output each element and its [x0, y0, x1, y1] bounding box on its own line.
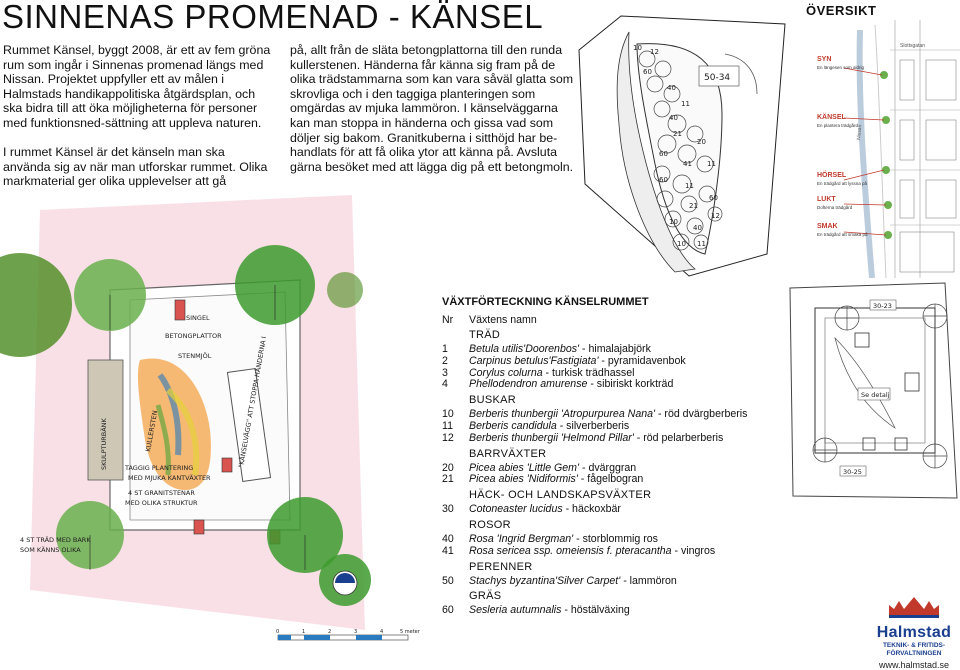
col-nr: Nr	[442, 314, 454, 326]
plant-common-name: - lammöron	[620, 574, 677, 587]
plant-row	[442, 546, 782, 558]
overview-room-kansel: KÄNSEL En plantera trädgård	[817, 114, 859, 128]
svg-text:20: 20	[697, 138, 706, 146]
crown-icon	[887, 597, 941, 619]
logo-department: TEKNIK- & FRITIDS- FÖRVALTNINGEN	[882, 642, 946, 657]
plant-category: GRÄS	[469, 590, 502, 603]
plant-scientific-name: Betula utilis'Doorenbos'	[469, 343, 580, 355]
plant-row	[442, 504, 782, 516]
plant-number: 3	[442, 366, 448, 379]
plant-common-name: - silverberberis	[556, 419, 630, 432]
plant-number: 4	[442, 378, 448, 391]
svg-text:3: 3	[354, 629, 358, 635]
plant-row	[442, 605, 782, 617]
plant-number: 12	[442, 431, 454, 444]
svg-text:10: 10	[633, 44, 642, 52]
svg-text:1: 1	[302, 629, 306, 635]
plant-scientific-name: Sesleria autumnalis	[469, 604, 562, 617]
svg-text:60: 60	[659, 176, 668, 184]
plant-common-name: - sibiriskt korkträd	[587, 378, 674, 391]
plan-label-taggig-1: TAGGIG PLANTERING	[125, 464, 194, 472]
detail-code-label-3: 30-25	[843, 468, 862, 476]
plant-number: 1	[442, 343, 448, 355]
svg-text:40: 40	[667, 84, 676, 92]
plant-category: TRÄD	[469, 329, 501, 341]
plan-label-granit-1: 4 ST GRANITSTENAR	[128, 489, 195, 497]
svg-text:21: 21	[689, 202, 698, 210]
plant-common-name: - häckoxbär	[562, 503, 621, 516]
plant-scientific-name: Rosa 'Ingrid Bergman'	[469, 532, 574, 545]
plant-common-name: - fågelbogran	[577, 473, 644, 486]
plant-scientific-name: Cotoneaster lucidus	[469, 503, 563, 516]
svg-text:41: 41	[683, 160, 692, 168]
plant-scientific-name: Berberis candidula	[469, 419, 557, 432]
plan-label-stenmjol: STENMJÖL	[178, 352, 212, 360]
map-river-label: Nissan	[856, 124, 864, 141]
plant-number: 50	[442, 574, 454, 587]
intro-paragraph-1: Rummet Känsel, byggt 2008, är ett av fem gröna rum som ingår i Sinnenas promenad längs med Nissan. Projektet uppfyller ett av målen i Halmstads handikappolitiska åtgärdsplan, och ska bidra till att öka möjligheterna för personer med funktionsned-sättning att uppleva naturen.	[3, 43, 271, 130]
plant-common-name: - höstälväxing	[561, 604, 630, 617]
plan-label-kullersten: KULLERSTEN	[144, 409, 160, 453]
plant-scientific-name: Picea abies 'Little Gem'	[469, 461, 580, 474]
svg-text:11: 11	[697, 240, 706, 248]
svg-text:10: 10	[677, 240, 686, 248]
svg-text:60: 60	[643, 68, 652, 76]
detail-code-label: 50-34	[704, 73, 731, 83]
svg-text:11: 11	[707, 160, 716, 168]
plan-label-kanselvagg: "KÄNSELVÄGG" ATT STOPPA HÄNDERNA I	[237, 335, 269, 469]
plant-row	[442, 433, 782, 445]
plant-number: 10	[442, 408, 454, 421]
map-street-label: Slottsgatan	[900, 43, 926, 49]
plant-number: 2	[442, 354, 448, 367]
svg-text:40: 40	[669, 114, 678, 122]
technical-detail-plan	[785, 278, 960, 503]
plant-common-name: - himalajabjörk	[579, 343, 651, 355]
plant-category: BARRVÄXTER	[469, 447, 547, 460]
svg-text:60: 60	[709, 194, 718, 202]
plan-label-granit-2: MED OLIKA STRUKTUR	[125, 499, 198, 507]
svg-text:40: 40	[693, 224, 702, 232]
intro-paragraph-2: I rummet Känsel är det känseln man ska använda sig av när man utforskar rummet. Olika markmaterial ger olika upplevelser att gå	[3, 145, 268, 189]
svg-text:2: 2	[328, 629, 332, 635]
plan-label-singel: SINGEL	[186, 314, 210, 322]
halmstad-logo	[872, 597, 956, 670]
col-name: Växtens namn	[469, 314, 537, 326]
plant-number: 30	[442, 503, 454, 516]
plan-label-skulpturbank: SKULPTURBÄNK	[100, 418, 108, 470]
plant-scientific-name: Berberis thunbergii 'Helmond Pillar'	[469, 431, 634, 444]
plant-row	[442, 576, 782, 588]
overview-heading: ÖVERSIKT	[806, 3, 877, 18]
plant-scientific-name: Berberis thunbergii 'Atropurpurea Nana'	[469, 408, 656, 421]
svg-text:60: 60	[659, 150, 668, 158]
plan-label-betongplattor: BETONGPLATTOR	[165, 332, 222, 340]
plant-number: 20	[442, 461, 454, 474]
logo-name: Halmstad	[876, 624, 952, 641]
svg-text:11: 11	[685, 182, 694, 190]
plan-label-taggig-2: MED MJUKA KANTVÄXTER	[128, 474, 211, 482]
plant-number: 41	[442, 544, 454, 557]
plant-category: PERENNER	[469, 560, 533, 573]
svg-text:0: 0	[276, 629, 280, 635]
se-detalj-label: Se detalj	[861, 391, 890, 399]
site-plan-watercolor	[0, 190, 440, 663]
svg-text:4: 4	[380, 629, 384, 635]
plant-common-name: - pyramidavenbok	[598, 354, 686, 367]
plant-number: 11	[442, 419, 453, 432]
plant-row	[442, 379, 782, 391]
plant-common-name: - storblommig ros	[573, 532, 658, 545]
overview-map	[800, 20, 960, 278]
svg-text:12: 12	[711, 212, 720, 220]
plan-label-trad-1: 4 ST TRÄD MED BARK	[20, 536, 91, 544]
overview-room-smak: SMAK En trädgård att smaka på	[817, 223, 868, 237]
overview-room-lukt: LUKT Dofterna trädgård	[817, 196, 853, 210]
plant-list	[442, 296, 782, 617]
scale-unit-label: 5 meter	[400, 629, 420, 635]
plant-scientific-name: Rosa sericea ssp. omeiensis f. pteracantha	[469, 544, 672, 557]
plant-scientific-name: Carpinus betulus'Fastigiata'	[469, 354, 599, 367]
plant-list-title: VÄXTFÖRTECKNING KÄNSELRUMMET	[442, 296, 649, 308]
plant-scientific-name: Corylus colurna	[469, 366, 543, 379]
logo-url: www.halmstad.se	[878, 660, 950, 670]
plant-number: 21	[442, 473, 454, 486]
plant-number: 40	[442, 532, 454, 545]
svg-text:11: 11	[681, 100, 690, 108]
svg-text:12: 12	[650, 48, 659, 56]
plant-common-name: - röd dvärgberberis	[655, 408, 748, 421]
plant-category: HÄCK- OCH LANDSKAPSVÄXTER	[469, 489, 652, 502]
plant-common-name: - röd pelarberberis	[633, 431, 724, 444]
plant-common-name: - turkisk trädhassel	[542, 366, 635, 379]
overview-room-syn: SYN En längesen som aldrig	[817, 56, 865, 70]
detail-code-label-2: 30-23	[873, 302, 892, 310]
plant-scientific-name: Picea abies 'Nidiformis'	[469, 473, 578, 486]
svg-text:21: 21	[673, 130, 682, 138]
plan-label-trad-2: SOM KÄNNS OLIKA	[20, 546, 81, 554]
rose-bed-detail-sketch	[577, 14, 789, 278]
plant-category: ROSOR	[469, 518, 511, 531]
page-title: SINNENAS PROMENAD - KÄNSEL	[2, 0, 544, 35]
plant-list-header	[442, 314, 782, 326]
plant-number: 60	[442, 604, 454, 617]
plant-category: BUSKAR	[469, 394, 517, 407]
plant-row	[442, 474, 782, 486]
overview-room-horsel: HÖRSEL En trädgård att lyssna på	[817, 172, 868, 186]
plant-scientific-name: Phellodendron amurense	[469, 378, 588, 391]
intro-paragraph-3: på, allt från de släta betongplattorna till den runda kullerstenen. Händerna får känna sig fram på de olika trädstammarna som kan vara såväl glatta som skrovliga och i den taggiga planteringen som omgärdas av mjuka lammöron. I känselväggarna kan man stoppa in händerna och gissa vad som döljer sig bakom. Granitkuberna i sitthöjd har be-handlats för att få olika ytor att känna på. Avsluta gärna besöket med att lägga dig på ett betongmoln.	[290, 43, 574, 174]
plant-common-name: - dvärggran	[579, 461, 637, 474]
plant-scientific-name: Stachys byzantina'Silver Carpet'	[469, 574, 621, 587]
svg-text:10: 10	[669, 218, 678, 226]
plant-common-name: - vingros	[671, 544, 716, 557]
